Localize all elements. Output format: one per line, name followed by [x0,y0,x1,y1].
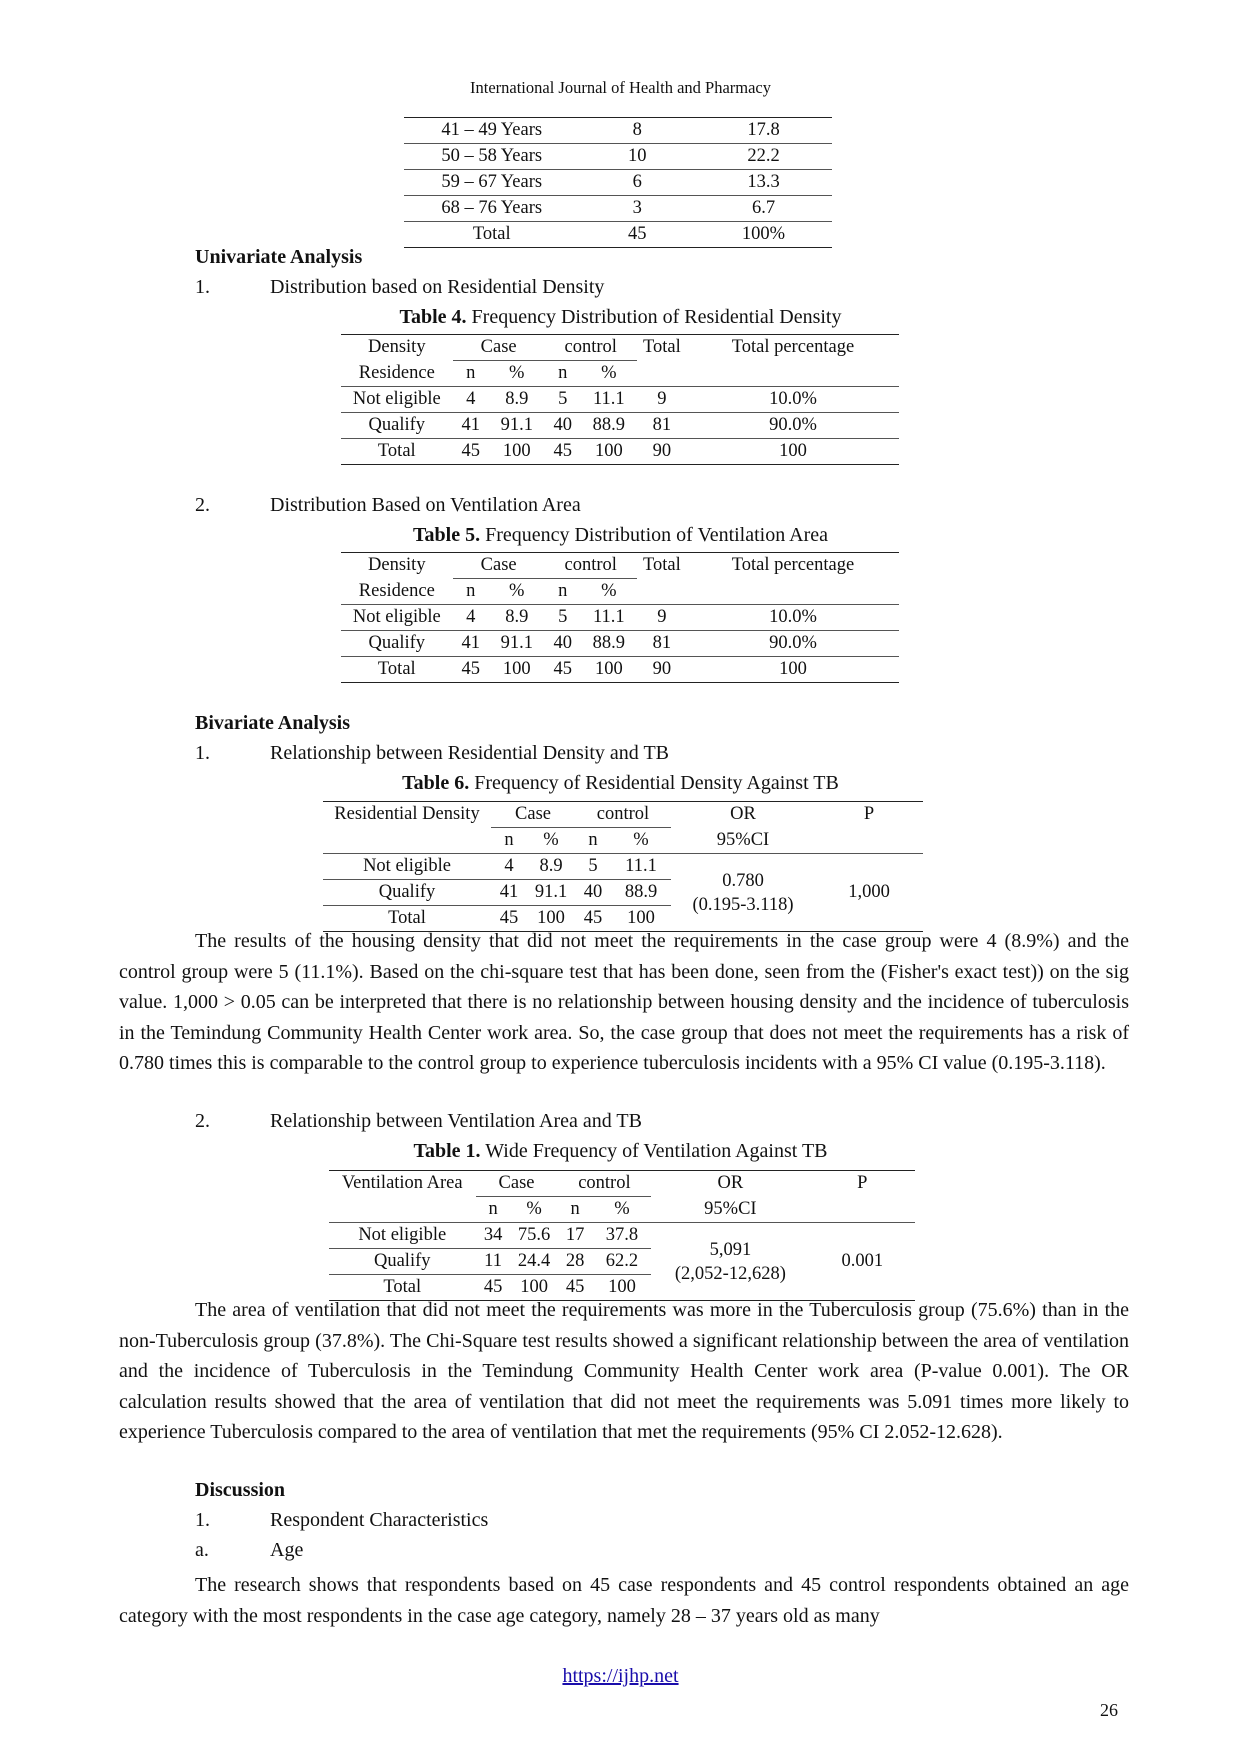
table-cell: 62.2 [593,1249,652,1275]
table-cell: 45 [565,1277,585,1297]
table-header-row [341,553,899,579]
table-cell: 45 [553,659,573,679]
table-cell: 9 [657,389,667,409]
table-cell: 40 [553,415,573,435]
table-header: Density [368,337,426,358]
table-cell: Qualify [368,415,426,435]
table-row [404,170,832,196]
table-row [404,144,832,170]
table-1 [329,1170,915,1301]
table-cell: 17 [558,1223,593,1249]
table-cell: Not eligible [352,607,441,627]
table-cell: 100 [502,441,531,461]
or-ci-cell [671,854,815,932]
table-cell: 81 [652,415,672,435]
table-header: Total percentage [731,555,855,576]
table-row [341,605,899,631]
list-item-text: Age [270,1539,304,1561]
table-6 [323,801,923,932]
table-cell: Not eligible [329,1223,476,1249]
table-cell: 40 [553,633,573,653]
table-label: Table 6. [402,772,470,794]
table-cell: 45 [483,1277,503,1297]
table-cell: 5 [558,389,568,409]
body-paragraph [119,926,1129,1079]
table-cell: 10.0% [769,607,817,627]
table-cell: Total [383,1277,422,1297]
table-header-row [341,361,899,387]
table-cell: 100 [502,659,531,679]
table-cell: Qualify [323,880,491,906]
table-cell: 45 [499,908,519,928]
list-item-text: Relationship between Residential Density and TB [270,742,670,764]
list-item-text: Distribution Based on Ventilation Area [270,494,581,516]
table-cell: 75.6 [511,1223,558,1249]
table-header: Total [642,337,681,358]
or-value: 5,091 [709,1239,752,1260]
table-header-row [323,828,923,854]
table-row [329,1223,915,1249]
table-cell: 45 [461,659,480,679]
table-cell: 8.9 [527,854,575,880]
table-row [341,657,899,683]
table-row [404,196,832,222]
table-header: Total [642,555,681,576]
table-cell: 100 [594,659,623,679]
table-4 [341,334,899,465]
list-item-number: 1. [195,742,210,764]
table-cell: 100% [741,224,786,244]
table-header: Case [453,335,545,361]
table-cell: Total [377,659,416,679]
table-caption [0,306,1241,329]
paragraph-text: The area of ventilation that did not meet the requirements was more in the Tuberculosis group (75.6%) than in the non-Tuberculosis group (37.8%). The Chi-Square test results showed a significant relationship between the area of ventilation and the incidence of Tuberculosis in the Temindung Community Health Center work area (P-value 0.001). The OR calculation results showed that the area of ventilation that did not meet the requirements was 5.091 times more likely to experience Tuberculosis compared to the area of ventilation that met the requirements (95% CI 2.052-12.628). [119,1299,1129,1443]
table-cell: 88.9 [592,415,625,435]
table-header: n [558,581,568,601]
table-row [341,413,899,439]
table-cell: 8.9 [505,607,529,627]
table-header: 95%CI [716,829,770,850]
table-cell: 100 [779,441,807,461]
table-header: Case [453,553,545,579]
journal-header: International Journal of Health and Pharmacy [469,78,772,97]
table-caption [0,524,1241,547]
table-header: n [466,363,476,383]
table-cell: 4 [491,854,527,880]
table-cell: 11.1 [592,389,625,409]
ci-value: (0.195-3.118) [692,894,794,915]
table-cell: 11.1 [611,854,671,880]
table-cell: 91.1 [500,415,533,435]
table-cell: 5 [558,607,568,627]
table-cell: 90 [652,659,672,679]
table-header: Residence [358,362,435,383]
table-cell: 11.1 [592,607,625,627]
table-cell: 100 [537,908,565,928]
table-header: n [558,363,568,383]
table-header: Case [476,1171,558,1197]
table-title: Frequency Distribution of Ventilation Area [485,524,828,546]
table-cell: 45 [553,441,573,461]
table-cell: 90.0% [769,415,817,435]
list-item-number: a. [195,1539,209,1561]
table-header: n [570,1199,580,1219]
table-cell: 45 [583,908,603,928]
table-cell: 41 [461,633,480,653]
table-cell: 8.9 [505,389,529,409]
section-heading-bivariate: Bivariate Analysis [195,712,351,734]
table-cell: 59 – 67 Years [441,172,543,192]
page-number: 26 [1100,1700,1118,1720]
table-cell: 91.1 [527,880,575,906]
table-cell: 100 [594,441,623,461]
paragraph-text: The research shows that respondents based on 45 case respondents and 45 control respondents obtained an age category with the most respondents in the case age category, namely 28 – 37 years old as many [119,1574,1129,1627]
table-label: Table 1. [413,1140,481,1162]
table-header: Case [491,802,575,828]
table-cell: Qualify [368,633,426,653]
paragraph-text: The results of the housing density that did not meet the requirements in the case group were 4 (8.9%) and the control group were 5 (11.1%). Based on the chi-square test that has been done, seen from the (Fisher's exact test)) on the sig value. 1,000 > 0.05 can be interpreted that there is no relationship between housing density and the incidence of tuberculosis in the Temindung Community Health Center work area. So, the case group that does not meet the requirements has a risk of 0.780 times this is comparable to the control group to experience tuberculosis incidents with a 95% CI value (0.195-3.118). [119,930,1129,1074]
table-header-row [329,1171,915,1197]
or-value: 0.780 [722,870,764,891]
table-cell: 10.0% [769,389,817,409]
table-header: % [526,1199,542,1219]
table-title: Wide Frequency of Ventilation Against TB [485,1140,828,1162]
table-header: OR [717,1173,744,1194]
table-header: % [601,581,617,601]
table-header: control [575,802,671,828]
list-item-number: 2. [195,1110,210,1132]
table-cell: 9 [657,607,667,627]
table-cell: 6.7 [751,198,776,218]
journal-link[interactable]: https://ijhp.net [562,1665,679,1687]
table-cell: 5 [575,854,611,880]
p-value: 0.001 [810,1223,916,1301]
table-row [341,439,899,465]
table-cell: 28 [558,1249,593,1275]
table-cell: 50 – 58 Years [441,146,543,166]
table-header: control [545,335,637,361]
table-header-row [341,579,899,605]
table-row [404,222,832,248]
table-cell: 6 [632,172,642,192]
table-cell: 4 [466,389,476,409]
table-cell: Total [472,224,511,244]
table-header: control [558,1171,652,1197]
table-label: Table 5. [413,524,481,546]
table-header: P [863,804,875,825]
table-header: n [504,830,514,850]
table-header: control [545,553,637,579]
table-header-row [323,802,923,828]
table-cell: 90 [652,441,672,461]
list-item-number: 2. [195,494,210,516]
table-cell: 37.8 [593,1223,652,1249]
table-cell: 22.2 [747,146,780,166]
table-cell: 88.9 [592,633,625,653]
table-cell: Not eligible [352,389,441,409]
age-table-body [404,118,832,248]
table-cell: Total [388,908,426,928]
body-paragraph [119,1570,1129,1631]
table-row [341,387,899,413]
table-header: Density [368,555,426,576]
table-caption [0,1140,1241,1163]
table-title: Frequency of Residential Density Against TB [474,772,839,794]
table-header: % [509,363,525,383]
table-5 [341,552,899,683]
ci-value: (2,052-12,628) [674,1263,786,1284]
section-heading-discussion: Discussion [195,1479,286,1501]
table-row [323,854,923,880]
table-header: Residence [358,580,435,601]
table-cell: 81 [652,633,672,653]
table-cell: 34 [476,1223,511,1249]
table-cell: 41 [461,415,480,435]
list-item-text: Distribution based on Residential Density [270,276,605,298]
table-cell: 41 – 49 Years [441,120,543,140]
table-cell: 40 [575,880,611,906]
table-title: Frequency Distribution of Residential Density [471,306,842,328]
table-header: Residential Density [334,804,480,825]
table-cell: 45 [627,224,647,244]
table-cell: 45 [461,441,480,461]
table-header: n [488,1199,498,1219]
table-header: n [588,830,598,850]
table-header: Ventilation Area [341,1173,463,1194]
table-cell: 100 [779,659,807,679]
section-heading-univariate: Univariate Analysis [195,246,363,268]
table-cell: Qualify [329,1249,476,1275]
table-cell: 10 [627,146,647,166]
table-cell: Not eligible [323,854,491,880]
table-header: % [601,363,617,383]
table-header: n [466,581,476,601]
list-item-number: 1. [195,1509,210,1531]
table-header: % [614,1199,630,1219]
table-header: OR [730,804,756,825]
list-item-text: Respondent Characteristics [270,1509,489,1531]
table-cell: 100 [627,908,655,928]
table-cell: 88.9 [611,880,671,906]
table-row [404,118,832,144]
table-caption [0,772,1241,795]
table-header: % [543,830,559,850]
table-header: P [857,1173,868,1194]
body-paragraph [119,1295,1129,1448]
table-cell: 11 [476,1249,511,1275]
table-cell: 68 – 76 Years [441,198,543,218]
table-header: 95%CI [704,1198,757,1219]
table-row [341,631,899,657]
table-cell: 100 [520,1277,548,1297]
p-value: 1,000 [815,854,923,932]
list-item-text: Relationship between Ventilation Area and TB [270,1110,642,1132]
table-header: Total percentage [731,337,855,358]
table-header-row [341,335,899,361]
table-cell: 90.0% [769,633,817,653]
or-ci-cell [651,1223,809,1301]
age-table [404,117,832,248]
table-header: % [509,581,525,601]
table-header-row [329,1197,915,1223]
table-cell: 100 [608,1277,636,1297]
table-cell: 4 [466,607,476,627]
table-cell: 8 [632,120,642,140]
list-item-number: 1. [195,276,210,298]
table-cell: 24.4 [511,1249,558,1275]
table-label: Table 4. [399,306,467,328]
table-cell: 17.8 [747,120,780,140]
table-cell: 3 [632,198,642,218]
table-cell: 41 [491,880,527,906]
table-cell: 13.3 [747,172,780,192]
table-cell: 91.1 [500,633,533,653]
table-header: % [633,830,649,850]
table-cell: Total [377,441,416,461]
